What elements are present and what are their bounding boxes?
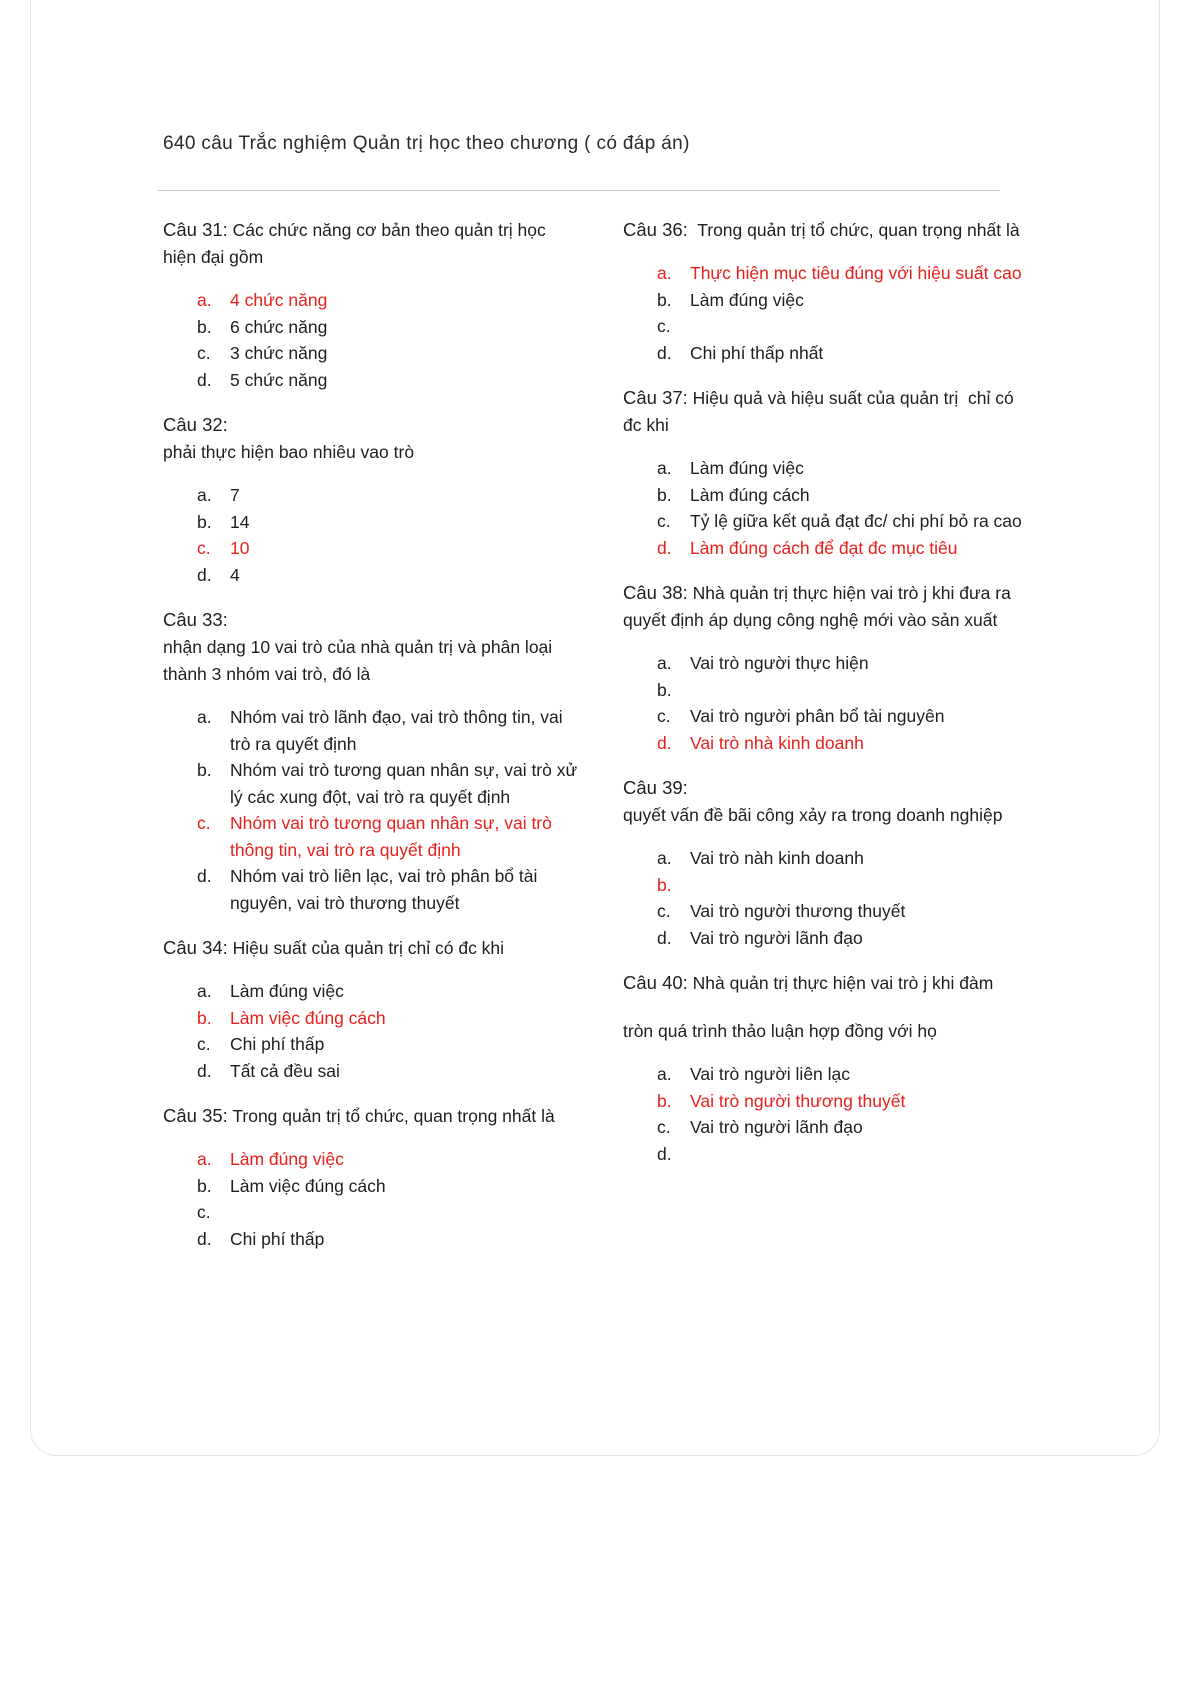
option-text: Vai trò người liên lạc <box>690 1064 851 1084</box>
question-stem: Nhà quản trị thực hiện vai trò j khi đưa ra quyết định áp dụng công nghệ mới vào sản xuất <box>623 583 1016 630</box>
answer-option <box>163 482 581 509</box>
answer-option <box>163 340 581 367</box>
option-text: Vai trò người lãnh đạo <box>690 927 863 948</box>
option-letter: d. <box>657 927 672 948</box>
answer-option <box>623 508 1023 535</box>
question-number: Câu 38: <box>623 582 688 603</box>
question-text <box>163 606 581 688</box>
answer-option <box>163 1058 581 1085</box>
option-letter: b. <box>197 760 212 780</box>
option-text: 4 chức năng <box>230 290 328 310</box>
question-stem: Các chức năng cơ bản theo quản trị học hiện đại gồm <box>163 220 551 267</box>
question-stem: Hiệu quả và hiệu suất của quản trị chỉ có đc khi <box>623 388 1019 435</box>
question-block <box>163 216 581 393</box>
question-number: Câu 37: <box>623 387 688 408</box>
option-letter: d. <box>657 732 672 753</box>
option-letter: d. <box>197 1228 212 1249</box>
option-text: Thực hiện mục tiêu đúng với hiệu suất cao <box>690 263 1022 283</box>
answer-options <box>163 287 581 393</box>
option-letter: a. <box>657 848 672 868</box>
question-block <box>623 216 1023 366</box>
option-text: Làm đúng việc <box>690 458 804 478</box>
answer-option <box>163 509 581 536</box>
answer-option <box>623 1114 1023 1141</box>
answer-options <box>623 845 1023 951</box>
answer-option <box>623 313 1023 340</box>
answer-option <box>623 340 1023 367</box>
answer-option-correct <box>163 535 581 562</box>
question-block <box>623 969 1023 1167</box>
option-text: Làm việc đúng cách <box>230 1175 386 1196</box>
answer-option-correct <box>623 730 1023 757</box>
question-number: Câu 32: <box>163 414 228 435</box>
option-letter: b. <box>657 484 672 505</box>
question-column-right <box>623 216 1023 1167</box>
option-letter: c. <box>197 343 211 363</box>
answer-option <box>623 677 1023 704</box>
question-number: Câu 34: <box>163 937 228 958</box>
option-letter: b. <box>657 679 672 700</box>
question-number: Câu 40: <box>623 972 688 993</box>
option-letter: b. <box>657 874 672 895</box>
answer-option <box>623 925 1023 952</box>
option-letter: a. <box>197 485 212 505</box>
question-number: Câu 36: <box>623 219 688 240</box>
answer-option <box>163 1173 581 1200</box>
option-text: Chi phí thấp <box>230 1034 325 1054</box>
question-block <box>163 411 581 588</box>
option-text: Làm đúng cách <box>690 484 810 505</box>
question-stem: quyết vấn đề bãi công xảy ra trong doanh nghiệp <box>623 805 1003 825</box>
option-text: 4 <box>230 564 240 585</box>
option-letter: d. <box>197 866 212 886</box>
option-letter: a. <box>657 653 672 673</box>
option-text: Vai trò người phân bổ tài nguyên <box>690 706 945 726</box>
option-letter: a. <box>197 290 212 310</box>
option-text: Vai trò người thương thuyết <box>690 1090 906 1111</box>
option-text: Làm việc đúng cách <box>230 1007 386 1028</box>
option-text: Tất cả đều sai <box>230 1060 340 1081</box>
answer-options <box>623 455 1023 561</box>
question-text <box>623 579 1023 634</box>
answer-option-correct <box>163 810 581 863</box>
option-text: Vai trò người thương thuyết <box>690 901 906 921</box>
answer-option-correct <box>163 1005 581 1032</box>
option-letter: b. <box>657 1090 672 1111</box>
option-letter: c. <box>197 538 211 558</box>
option-letter: a. <box>197 1149 212 1169</box>
answer-option-correct <box>163 1146 581 1173</box>
answer-options <box>163 1146 581 1252</box>
option-letter: d. <box>657 1143 672 1164</box>
option-text: 5 chức năng <box>230 369 328 390</box>
answer-option <box>163 367 581 394</box>
option-letter: c. <box>657 316 671 336</box>
answer-option-correct <box>623 260 1023 287</box>
option-letter: a. <box>657 1064 672 1084</box>
option-letter: a. <box>197 707 212 727</box>
question-stem: Hiệu suất của quản trị chỉ có đc khi <box>227 938 505 958</box>
question-block <box>163 606 581 916</box>
question-number: Câu 35: <box>163 1105 228 1126</box>
answer-option <box>163 757 581 810</box>
answer-option <box>163 562 581 589</box>
question-block <box>623 384 1023 561</box>
answer-options <box>163 704 581 916</box>
option-letter: c. <box>657 511 671 531</box>
option-letter: b. <box>197 1175 212 1196</box>
option-letter: c. <box>197 1202 211 1222</box>
header-divider <box>158 190 1000 191</box>
answer-option-correct <box>623 1088 1023 1115</box>
option-text: Nhóm vai trò lãnh đạo, vai trò thông tin, vai trò ra quyết định <box>230 707 563 754</box>
question-text <box>163 1102 581 1130</box>
option-text: Làm đúng việc <box>690 289 804 310</box>
option-letter: a. <box>657 458 672 478</box>
question-stem: Trong quản trị tổ chức, quan trọng nhất là <box>687 220 1020 240</box>
option-letter: d. <box>197 564 212 585</box>
option-text: 7 <box>230 485 240 505</box>
option-letter: b. <box>197 316 212 337</box>
question-stem: phải thực hiện bao nhiêu vao trò <box>163 442 415 462</box>
option-letter: c. <box>657 901 671 921</box>
option-text: 3 chức năng <box>230 343 328 363</box>
answer-option <box>163 863 581 916</box>
answer-option <box>163 978 581 1005</box>
option-text: Chi phí thấp nhất <box>690 342 824 363</box>
option-text: 10 <box>230 538 250 558</box>
option-letter: b. <box>657 289 672 310</box>
question-stem: nhận dạng 10 vai trò của nhà quản trị và phân loại thành 3 nhóm vai trò, đó là <box>163 637 558 684</box>
answer-option <box>623 482 1023 509</box>
answer-option-correct <box>623 872 1023 899</box>
option-text: Tỷ lệ giữa kết quả đạt đc/ chi phí bỏ ra cao <box>690 511 1022 531</box>
answer-option <box>623 1061 1023 1088</box>
answer-option <box>163 1226 581 1253</box>
answer-option <box>623 845 1023 872</box>
option-letter: a. <box>197 981 212 1001</box>
question-text <box>163 934 581 962</box>
answer-options <box>163 978 581 1084</box>
option-text: Nhóm vai trò liên lạc, vai trò phân bổ tài nguyên, vai trò thương thuyết <box>230 866 538 913</box>
question-text <box>623 216 1023 244</box>
answer-option-correct <box>163 287 581 314</box>
answer-option <box>163 1031 581 1058</box>
option-text: Làm đúng việc <box>230 981 344 1001</box>
answer-option <box>623 703 1023 730</box>
option-letter: a. <box>657 263 672 283</box>
answer-option <box>163 1199 581 1226</box>
option-letter: d. <box>197 1060 212 1081</box>
option-letter: d. <box>657 342 672 363</box>
page-title: 640 câu Trắc nghiệm Quản trị học theo chương ( có đáp án) <box>163 133 690 154</box>
option-text: Làm đúng cách để đạt đc mục tiêu <box>690 537 958 558</box>
option-text: 6 chức năng <box>230 316 328 337</box>
option-letter: c. <box>197 813 211 833</box>
question-block <box>623 774 1023 951</box>
option-text: 14 <box>230 511 250 532</box>
option-letter: d. <box>197 369 212 390</box>
question-block <box>163 934 581 1084</box>
option-letter: c. <box>657 1117 671 1137</box>
option-text: Làm đúng việc <box>230 1149 344 1169</box>
option-text: Vai trò nhà kinh doanh <box>690 732 864 753</box>
question-number: Câu 31: <box>163 219 228 240</box>
question-stem: Trong quản trị tổ chức, quan trọng nhất là <box>227 1106 555 1126</box>
question-number: Câu 39: <box>623 777 688 798</box>
option-text: Nhóm vai trò tương quan nhân sự, vai trò xử lý các xung đột, vai trò ra quyết định <box>230 760 578 807</box>
question-text <box>623 774 1023 829</box>
answer-option <box>623 287 1023 314</box>
option-text: Nhóm vai trò tương quan nhân sự, vai trò thông tin, vai trò ra quyết định <box>230 813 552 860</box>
question-stem: Nhà quản trị thực hiện vai trò j khi đàm <box>687 973 994 993</box>
option-text: Vai trò nàh kinh doanh <box>690 848 864 868</box>
answer-option <box>623 455 1023 482</box>
answer-option-correct <box>623 535 1023 562</box>
answer-option <box>623 650 1023 677</box>
answer-options <box>623 650 1023 756</box>
question-text <box>623 969 1023 1045</box>
option-text: Vai trò người thực hiện <box>690 653 869 673</box>
answer-option <box>163 314 581 341</box>
option-text: Chi phí thấp <box>230 1228 325 1249</box>
answer-options <box>623 260 1023 366</box>
answer-options <box>623 1061 1023 1167</box>
option-letter: c. <box>197 1034 211 1054</box>
question-stem-continuation: tròn quá trình thảo luận hợp đồng với họ <box>623 1021 937 1041</box>
question-block <box>623 579 1023 756</box>
answer-option <box>623 1141 1023 1168</box>
option-letter: b. <box>197 1007 212 1028</box>
option-letter: d. <box>657 537 672 558</box>
question-block <box>163 1102 581 1252</box>
option-letter: b. <box>197 511 212 532</box>
option-text: Vai trò người lãnh đạo <box>690 1117 863 1137</box>
answer-option <box>623 898 1023 925</box>
question-text <box>163 216 581 271</box>
question-column-left <box>163 216 581 1252</box>
option-letter: c. <box>657 706 671 726</box>
answer-options <box>163 482 581 588</box>
question-text <box>163 411 581 466</box>
question-text <box>623 384 1023 439</box>
question-number: Câu 33: <box>163 609 228 630</box>
answer-option <box>163 704 581 757</box>
